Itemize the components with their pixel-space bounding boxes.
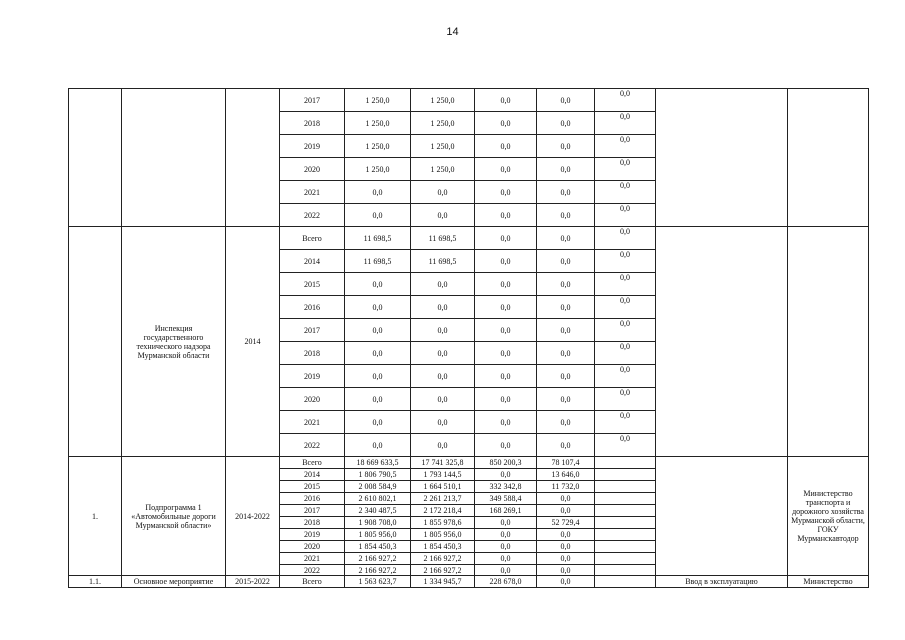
total-cell: 0,0 (345, 181, 411, 204)
other-funds-cell: 0,0 (537, 273, 595, 296)
federal-budget-cell: 0,0 (475, 112, 537, 135)
total-cell: 2 340 487,5 (345, 505, 411, 517)
extra-cell (595, 457, 656, 469)
extra-cell (595, 505, 656, 517)
other-funds-cell: 0,0 (537, 434, 595, 457)
extra-cell: 0,0 (595, 411, 656, 434)
total-cell: 0,0 (345, 296, 411, 319)
regional-budget-cell: 1 854 450,3 (411, 541, 475, 553)
period: 2015-2022 (226, 576, 280, 588)
federal-budget-cell: 349 588,4 (475, 493, 537, 505)
year-cell: 2020 (280, 388, 345, 411)
extra-cell: 0,0 (595, 89, 656, 112)
federal-budget-cell: 0,0 (475, 181, 537, 204)
federal-budget-cell: 0,0 (475, 296, 537, 319)
other-funds-cell: 52 729,4 (537, 517, 595, 529)
extra-cell (595, 553, 656, 565)
federal-budget-cell: 0,0 (475, 517, 537, 529)
federal-budget-cell: 168 269,1 (475, 505, 537, 517)
extra-cell (595, 517, 656, 529)
table-row (69, 576, 869, 588)
federal-budget-cell: 0,0 (475, 250, 537, 273)
regional-budget-cell: 2 166 927,2 (411, 553, 475, 565)
regional-budget-cell: 1 250,0 (411, 158, 475, 181)
program-name: Подпрограмма 1 «Автомобильные дороги Мурманской области» (122, 457, 226, 576)
other-funds-cell: 0,0 (537, 250, 595, 273)
executor: Министерство (788, 576, 869, 588)
other-funds-cell: 0,0 (537, 565, 595, 576)
federal-budget-cell: 0,0 (475, 469, 537, 481)
other-funds-cell: 0,0 (537, 227, 595, 250)
executor (788, 227, 869, 457)
year-cell: 2019 (280, 529, 345, 541)
result-indicator (656, 89, 788, 227)
table-row (69, 89, 869, 112)
other-funds-cell: 0,0 (537, 296, 595, 319)
total-cell: 1 908 708,0 (345, 517, 411, 529)
year-cell: 2015 (280, 273, 345, 296)
extra-cell (595, 529, 656, 541)
extra-cell: 0,0 (595, 434, 656, 457)
year-cell: 2014 (280, 250, 345, 273)
year-cell: 2018 (280, 517, 345, 529)
program-name: Инспекция государственного технического надзора Мурманской области (122, 227, 226, 457)
regional-budget-cell: 0,0 (411, 273, 475, 296)
total-cell: 1 250,0 (345, 89, 411, 112)
year-cell: 2022 (280, 434, 345, 457)
regional-budget-cell: 1 855 978,6 (411, 517, 475, 529)
federal-budget-cell: 0,0 (475, 342, 537, 365)
year-cell: 2019 (280, 135, 345, 158)
total-cell: 2 166 927,2 (345, 565, 411, 576)
extra-cell: 0,0 (595, 112, 656, 135)
other-funds-cell: 0,0 (537, 181, 595, 204)
extra-cell: 0,0 (595, 158, 656, 181)
regional-budget-cell: 0,0 (411, 204, 475, 227)
other-funds-cell: 0,0 (537, 112, 595, 135)
federal-budget-cell: 0,0 (475, 158, 537, 181)
year-cell: 2021 (280, 181, 345, 204)
other-funds-cell: 0,0 (537, 505, 595, 517)
year-cell: 2022 (280, 204, 345, 227)
total-cell: 1 250,0 (345, 135, 411, 158)
other-funds-cell: 0,0 (537, 541, 595, 553)
total-cell: 1 563 623,7 (345, 576, 411, 588)
extra-cell (595, 541, 656, 553)
year-cell: 2021 (280, 553, 345, 565)
executor (788, 89, 869, 227)
extra-cell: 0,0 (595, 296, 656, 319)
total-cell: 11 698,5 (345, 250, 411, 273)
total-cell: 0,0 (345, 342, 411, 365)
year-cell: 2018 (280, 342, 345, 365)
federal-budget-cell: 0,0 (475, 135, 537, 158)
year-cell: 2020 (280, 541, 345, 553)
regional-budget-cell: 11 698,5 (411, 250, 475, 273)
federal-budget-cell: 0,0 (475, 434, 537, 457)
extra-cell: 0,0 (595, 319, 656, 342)
total-cell: 18 669 633,5 (345, 457, 411, 469)
year-cell: 2014 (280, 469, 345, 481)
extra-cell: 0,0 (595, 135, 656, 158)
year-cell: Всего (280, 227, 345, 250)
executor: Министерство транспорта и дорожного хозяйства Мурманской области, ГОКУ Мурманскавтодор (788, 457, 869, 576)
financing-table (68, 88, 869, 588)
extra-cell: 0,0 (595, 342, 656, 365)
regional-budget-cell: 1 250,0 (411, 112, 475, 135)
regional-budget-cell: 11 698,5 (411, 227, 475, 250)
federal-budget-cell: 0,0 (475, 541, 537, 553)
other-funds-cell: 0,0 (537, 89, 595, 112)
other-funds-cell: 0,0 (537, 319, 595, 342)
extra-cell: 0,0 (595, 250, 656, 273)
extra-cell: 0,0 (595, 204, 656, 227)
total-cell: 0,0 (345, 411, 411, 434)
program-name: Основное мероприятие (122, 576, 226, 588)
year-cell: 2017 (280, 89, 345, 112)
other-funds-cell: 0,0 (537, 553, 595, 565)
year-cell: Всего (280, 457, 345, 469)
year-cell: 2016 (280, 296, 345, 319)
other-funds-cell: 0,0 (537, 529, 595, 541)
period (226, 89, 280, 227)
extra-cell: 0,0 (595, 227, 656, 250)
federal-budget-cell: 0,0 (475, 365, 537, 388)
regional-budget-cell: 0,0 (411, 434, 475, 457)
other-funds-cell: 0,0 (537, 204, 595, 227)
year-cell: 2017 (280, 319, 345, 342)
table-row (69, 457, 869, 469)
total-cell: 0,0 (345, 273, 411, 296)
extra-cell: 0,0 (595, 388, 656, 411)
year-cell: 2019 (280, 365, 345, 388)
federal-budget-cell: 0,0 (475, 319, 537, 342)
regional-budget-cell: 1 250,0 (411, 135, 475, 158)
federal-budget-cell: 0,0 (475, 529, 537, 541)
extra-cell (595, 469, 656, 481)
other-funds-cell: 0,0 (537, 342, 595, 365)
year-cell: 2020 (280, 158, 345, 181)
total-cell: 2 610 802,1 (345, 493, 411, 505)
federal-budget-cell: 0,0 (475, 227, 537, 250)
result-indicator: Ввод в эксплуатацию (656, 576, 788, 588)
other-funds-cell: 0,0 (537, 135, 595, 158)
extra-cell (595, 481, 656, 493)
other-funds-cell: 11 732,0 (537, 481, 595, 493)
federal-budget-cell: 228 678,0 (475, 576, 537, 588)
regional-budget-cell: 0,0 (411, 319, 475, 342)
regional-budget-cell: 0,0 (411, 411, 475, 434)
result-indicator (656, 457, 788, 576)
federal-budget-cell: 0,0 (475, 411, 537, 434)
year-cell: 2021 (280, 411, 345, 434)
total-cell: 2 008 584,9 (345, 481, 411, 493)
regional-budget-cell: 0,0 (411, 388, 475, 411)
year-cell: 2015 (280, 481, 345, 493)
period: 2014-2022 (226, 457, 280, 576)
extra-cell: 0,0 (595, 181, 656, 204)
regional-budget-cell: 1 250,0 (411, 89, 475, 112)
total-cell: 11 698,5 (345, 227, 411, 250)
other-funds-cell: 78 107,4 (537, 457, 595, 469)
federal-budget-cell: 0,0 (475, 204, 537, 227)
regional-budget-cell: 0,0 (411, 342, 475, 365)
regional-budget-cell: 1 793 144,5 (411, 469, 475, 481)
year-cell: 2022 (280, 565, 345, 576)
period: 2014 (226, 227, 280, 457)
total-cell: 1 250,0 (345, 158, 411, 181)
other-funds-cell: 0,0 (537, 365, 595, 388)
extra-cell: 0,0 (595, 273, 656, 296)
year-cell: 2017 (280, 505, 345, 517)
other-funds-cell: 0,0 (537, 388, 595, 411)
total-cell: 1 805 956,0 (345, 529, 411, 541)
regional-budget-cell: 2 166 927,2 (411, 565, 475, 576)
federal-budget-cell: 0,0 (475, 553, 537, 565)
other-funds-cell: 0,0 (537, 158, 595, 181)
program-name (122, 89, 226, 227)
total-cell: 0,0 (345, 365, 411, 388)
row-number (69, 227, 122, 457)
table-row (69, 227, 869, 250)
regional-budget-cell: 2 261 213,7 (411, 493, 475, 505)
page-number: 14 (446, 26, 459, 38)
row-number (69, 89, 122, 227)
regional-budget-cell: 17 741 325,8 (411, 457, 475, 469)
year-cell: 2016 (280, 493, 345, 505)
extra-cell: 0,0 (595, 365, 656, 388)
total-cell: 0,0 (345, 319, 411, 342)
year-cell: Всего (280, 576, 345, 588)
result-indicator (656, 227, 788, 457)
extra-cell (595, 493, 656, 505)
federal-budget-cell: 0,0 (475, 388, 537, 411)
regional-budget-cell: 1 805 956,0 (411, 529, 475, 541)
row-number: 1. (69, 457, 122, 576)
extra-cell (595, 576, 656, 588)
federal-budget-cell: 0,0 (475, 565, 537, 576)
regional-budget-cell: 0,0 (411, 296, 475, 319)
other-funds-cell: 13 646,0 (537, 469, 595, 481)
regional-budget-cell: 0,0 (411, 365, 475, 388)
total-cell: 1 854 450,3 (345, 541, 411, 553)
total-cell: 2 166 927,2 (345, 553, 411, 565)
total-cell: 1 250,0 (345, 112, 411, 135)
regional-budget-cell: 1 664 510,1 (411, 481, 475, 493)
extra-cell (595, 565, 656, 576)
total-cell: 0,0 (345, 388, 411, 411)
federal-budget-cell: 0,0 (475, 89, 537, 112)
federal-budget-cell: 850 200,3 (475, 457, 537, 469)
total-cell: 0,0 (345, 204, 411, 227)
other-funds-cell: 0,0 (537, 411, 595, 434)
total-cell: 0,0 (345, 434, 411, 457)
other-funds-cell: 0,0 (537, 576, 595, 588)
federal-budget-cell: 0,0 (475, 273, 537, 296)
total-cell: 1 806 790,5 (345, 469, 411, 481)
regional-budget-cell: 2 172 218,4 (411, 505, 475, 517)
year-cell: 2018 (280, 112, 345, 135)
federal-budget-cell: 332 342,8 (475, 481, 537, 493)
other-funds-cell: 0,0 (537, 493, 595, 505)
regional-budget-cell: 0,0 (411, 181, 475, 204)
row-number: 1.1. (69, 576, 122, 588)
regional-budget-cell: 1 334 945,7 (411, 576, 475, 588)
